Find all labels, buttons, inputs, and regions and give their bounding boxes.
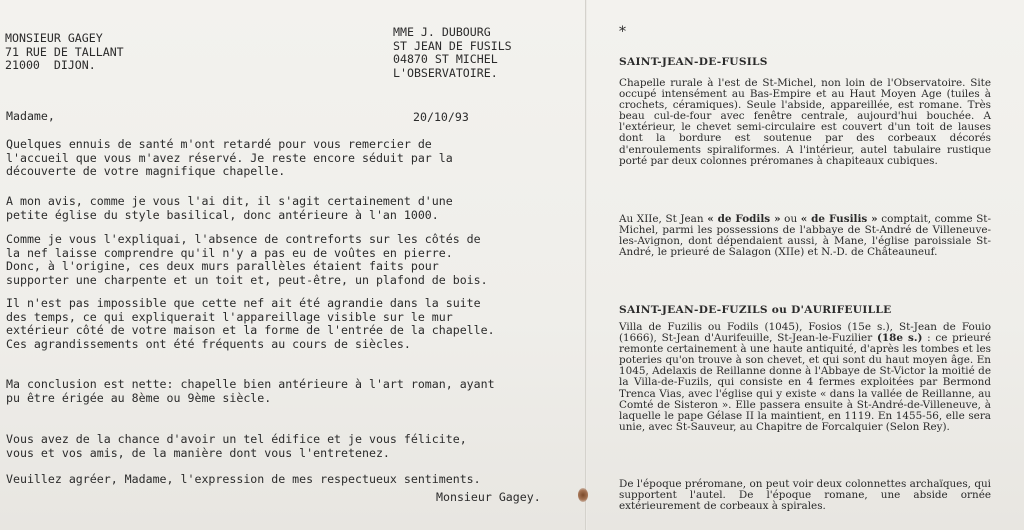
letter-paragraph: Comme je vous l'expliquai, l'absence de contreforts sur les côtés de la nef laisse comprendre qu'il n'y a pas eu de voûtes en pierre. Donc, à l'origine, ces deux murs parallèles étaient faits pour supporter une charpente et un toit et, peut-être, un plafond de bois. (6, 232, 488, 287)
letter-paragraph: A mon avis, comme je vous l'ai dit, il s'agit certainement d'une petite église du style basilical, donc antérieure à l'an 1000. (6, 194, 453, 222)
sender-address: MONSIEUR GAGEY 71 RUE DE TALLANT 21000 DIJON. (5, 31, 124, 72)
letter-paragraph: Il n'est pas impossible que cette nef ait été agrandie dans la suite des temps, ce qui expliquerait l'appareillage visible sur le mur extérieur côté de votre maison et la forme de l'entrée de la chapelle. Ces agrandissements ont été fréquents au cours de siècles. (6, 296, 495, 351)
letter-signature: Monsieur Gagey. (436, 490, 541, 504)
letter-paragraph: Ma conclusion est nette: chapelle bien antérieure à l'art roman, ayant pu être érigée au 8ème ou 9ème siècle. (6, 377, 495, 405)
letter-date: 20/10/93 (413, 110, 469, 124)
article-paragraph: Au XIIe, St Jean « de Fodils » ou « de Fusilis » comptait, comme St-Michel, parmi les possessions de l'abbaye de St-André de Villeneuve-les-Avignon, dont dépendaient aussi, à Mane, l'église paroissiale St-André, le prieuré de Salagon (XIIe) et N.-D. de Châteauneuf. (619, 213, 991, 259)
star-icon: * (619, 24, 626, 40)
article-paragraph: De l'époque préromane, on peut voir deux colonnettes archaïques, qui supportent l'autel. De l'époque romane, une abside ornée extérieurement de corbeaux à spirales. (619, 478, 991, 513)
article-paragraph: Villa de Fuzilis ou Fodils (1045), Fosios (15e s.), St-Jean de Fouio (1666), St-Jean d'Aurifeuille, St-Jean-le-Fuzilier (18e s.) : ce prieuré remonte certainement à une haute antiquité, d'après les tombes et les poteries qu'on trouve à son chevet, et qui sont du haut moyen âge. En 1045, Adelaxis de Reillanne donne à l'Abbaye de St-Victor la moitié de la Villa-de-Fuzils, qui consiste en 4 fermes exploitées par Bermond Trenca Vias, avec l'église qui y existe « dans la vallée de Reillanne, au Comté de Sisteron ». Elle passera ensuite à St-André-de-Villeneuve, à laquelle le pape Gélase II la maintient, en 1119. En 1455-56, elle sera unie, avec St-Sauveur, au Chapitre de Forcalquier (Selon Rey). (619, 321, 991, 433)
salutation: Madame, (6, 109, 55, 123)
letter-closing: Veuillez agréer, Madame, l'expression de mes respectueux sentiments. (6, 472, 481, 486)
article-heading: SAINT-JEAN-DE-FUSILS (619, 56, 768, 68)
letter-paragraph: Quelques ennuis de santé m'ont retardé pour vous remercier de l'accueil que vous m'avez réservé. Je reste encore séduit par la découverte de votre magnifique chapelle. (6, 137, 453, 178)
recipient-address: MME J. DUBOURG ST JEAN DE FUSILS 04870 ST MICHEL L'OBSERVATOIRE. (393, 25, 512, 80)
ink-stain (578, 488, 588, 502)
article-paragraph: Chapelle rurale à l'est de St-Michel, non loin de l'Observatoire. Site occupé intensément au Bas-Empire et au Haut Moyen Age (tuiles à crochets, céramiques). Seule l'abside, appareillée, est romane. Très beau cul-de-four avec fenêtre centrale, aujourd'hui bouchée. A l'extérieur, le chevet semi-circulaire est couvert d'un toit de lauses dont la bordure est soutenue par des corbeaux décorés d'enroulements spiraliformes. A l'intérieur, autel tabulaire rustique porté par deux colonnes préromanes à chapiteaux cubiques. (619, 77, 991, 167)
letter-paragraph: Vous avez de la chance d'avoir un tel édifice et je vous félicite, vous et vos amis, de la manière dont vous l'entretenez. (6, 432, 467, 460)
page-fold (585, 0, 587, 530)
article-heading: SAINT-JEAN-DE-FUZILS ou D'AURIFEUILLE (619, 304, 892, 316)
printed-article (603, 0, 1003, 530)
